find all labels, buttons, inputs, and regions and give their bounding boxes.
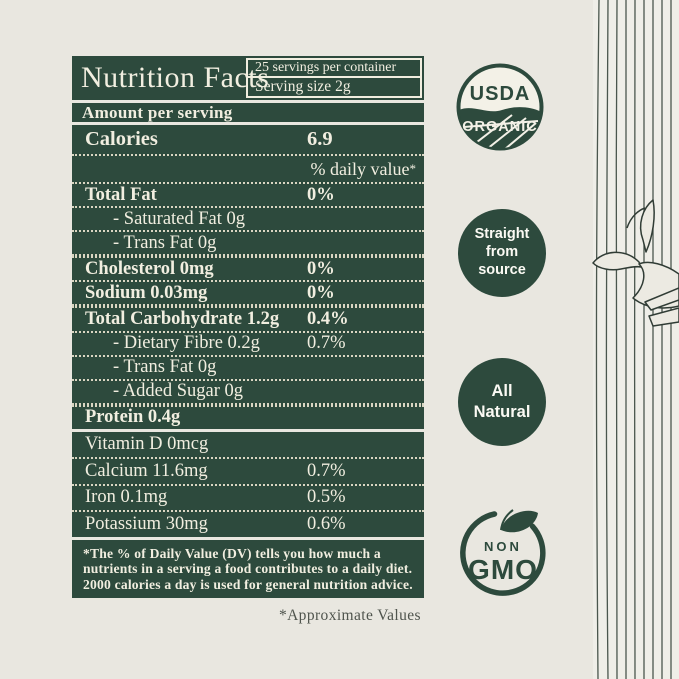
main-nutrients-table: [72, 125, 424, 429]
calories-value: 6.9: [307, 128, 333, 150]
organic-text: ORGANIC: [462, 119, 538, 135]
nutrient-row: [72, 381, 424, 405]
nutrient-name: - Trans Fat 0g: [113, 232, 217, 253]
nutrient-value: 0.7%: [307, 460, 346, 481]
nutrient-row: [72, 184, 424, 208]
label-title: Nutrition Facts: [81, 61, 270, 94]
badge-text-line: source: [478, 261, 526, 278]
serving-size: Serving size 2g: [255, 78, 351, 95]
nutrient-value: 0.5%: [307, 487, 346, 508]
daily-value-header-row: % daily value *: [72, 156, 424, 184]
nutrient-name: - Added Sugar 0g: [113, 381, 243, 402]
nutrient-name: Vitamin D 0mcg: [85, 433, 209, 454]
all-natural-badge: [458, 358, 546, 446]
nutrient-row: [72, 208, 424, 232]
label-header: [72, 56, 424, 100]
nutrient-name: - Dietary Fibre 0.2g: [113, 333, 260, 354]
calories-row: [72, 125, 424, 156]
nutrient-name: Total Carbohydrate 1.2g: [85, 309, 280, 330]
non-text: NON: [484, 539, 522, 554]
nutrient-row: [72, 282, 424, 306]
nutrient-value: 0%: [307, 282, 335, 303]
nutrient-name: - Saturated Fat 0g: [113, 208, 246, 229]
gmo-text: GMO: [468, 554, 538, 585]
nutrient-row: [72, 306, 424, 332]
nutrient-row: [72, 405, 424, 429]
nutrient-name: Potassium 30mg: [85, 514, 208, 535]
nutrient-value: 0.6%: [307, 514, 346, 535]
amount-per-serving-bar: Amount per serving: [72, 103, 424, 122]
nutrient-row: [72, 459, 424, 486]
nutrient-name: Sodium 0.03mg: [85, 282, 208, 303]
calories-label: Calories: [85, 128, 158, 150]
nutrient-name: - Trans Fat 0g: [113, 357, 217, 378]
nutrient-name: Cholesterol 0mg: [85, 258, 214, 279]
usda-organic-badge: [454, 61, 546, 153]
nutrient-row: [72, 486, 424, 513]
nutrient-row: [72, 232, 424, 256]
nutrient-value: 0.7%: [307, 333, 346, 354]
badge-text-line: from: [485, 244, 519, 261]
nutrient-row: [72, 357, 424, 381]
serving-info-box: [246, 58, 422, 98]
usda-text: USDA: [469, 83, 531, 105]
nutrient-row: [72, 333, 424, 357]
nutrient-name: Calcium 11.6mg: [85, 460, 208, 481]
nutrient-row: [72, 432, 424, 459]
nutrient-name: Protein 0.4g: [85, 407, 181, 428]
nutrient-value: 0%: [307, 184, 335, 205]
daily-value-label: % daily value: [310, 158, 410, 179]
non-gmo-badge: [456, 506, 550, 600]
nutrient-row: [72, 256, 424, 282]
badge-text-line: Natural: [473, 403, 531, 421]
nutrient-value: 0.4%: [307, 309, 349, 330]
nutrient-row: [72, 512, 424, 537]
approximate-values-note: *Approximate Values: [278, 607, 421, 624]
badge-text-line: All: [491, 382, 513, 401]
nutrition-facts-label: [72, 56, 424, 625]
straight-from-source-badge: [458, 209, 546, 297]
servings-per-container: 25 servings per container: [248, 60, 420, 78]
micronutrients-table: [72, 432, 424, 537]
nutrient-value: 0%: [307, 258, 335, 279]
daily-value-footnote: *The % of Daily Value (DV) tells you how much a nutrients in a serving a food contributes to a daily diet. 2000 calories a day is used for general nutrition advice.: [72, 540, 424, 598]
reeds-illustration: [587, 0, 679, 679]
nutrient-name: Total Fat: [85, 184, 157, 205]
badge-text-line: Straight: [474, 226, 530, 243]
nutrient-name: Iron 0.1mg: [85, 487, 168, 508]
